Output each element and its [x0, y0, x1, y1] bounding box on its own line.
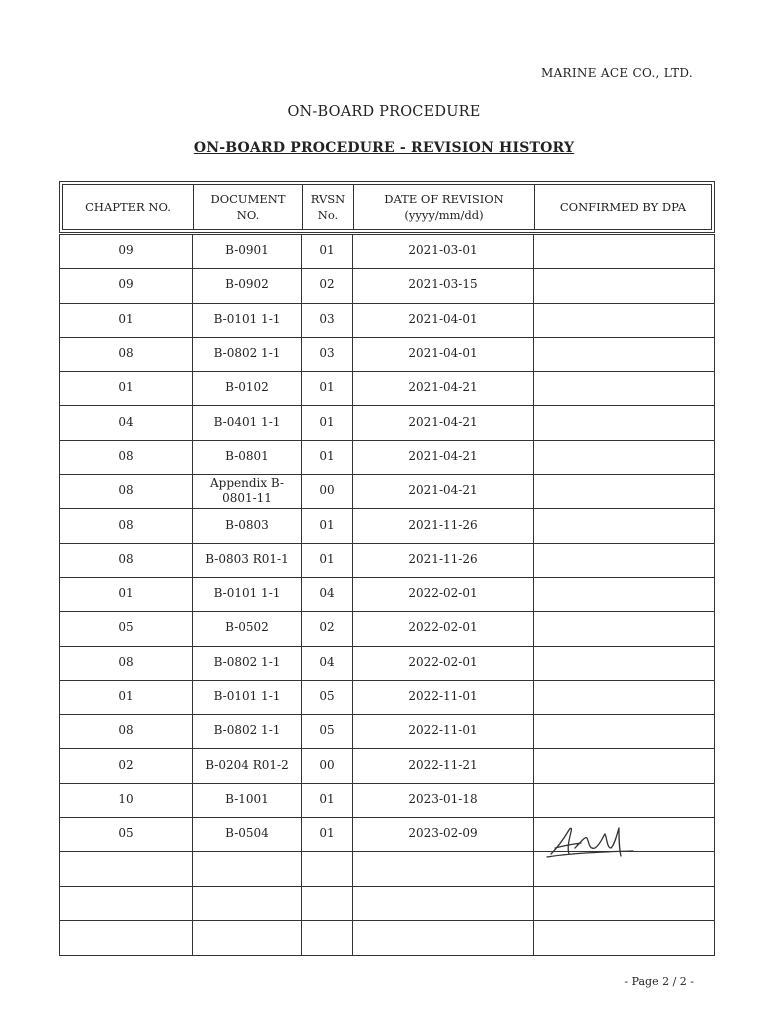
table-row: [60, 304, 714, 338]
company-name: MARINE ACE CO., LTD.: [541, 66, 693, 80]
cell-chapter-no: 08: [60, 475, 193, 508]
cell-date-of-revision: [353, 887, 534, 920]
cell-date-of-revision: 2021-04-21: [353, 406, 534, 439]
cell-confirmed-by-dpa: [534, 612, 714, 645]
cell-confirmed-by-dpa: [534, 578, 714, 611]
cell-confirmed-by-dpa: [534, 304, 714, 337]
cell-rvsn-no: 05: [302, 681, 353, 714]
table-row: [60, 509, 714, 543]
document-title: ON-BOARD PROCEDURE: [287, 104, 481, 120]
cell-chapter-no: 04: [60, 406, 193, 439]
cell-chapter-no: 01: [60, 372, 193, 405]
cell-confirmed-by-dpa: [534, 235, 714, 268]
cell-date-of-revision: 2023-01-18: [353, 784, 534, 817]
cell-date-of-revision: 2021-04-01: [353, 304, 534, 337]
revision-history-title: ON-BOARD PROCEDURE - REVISION HISTORY: [193, 140, 575, 156]
cell-date-of-revision: 2022-11-01: [353, 681, 534, 714]
cell-document-no: B-0902: [193, 269, 302, 302]
cell-date-of-revision: [353, 852, 534, 885]
cell-date-of-revision: [353, 921, 534, 955]
table-row: [60, 887, 714, 921]
cell-confirmed-by-dpa: [534, 475, 714, 508]
cell-chapter-no: 08: [60, 441, 193, 474]
cell-chapter-no: 08: [60, 338, 193, 371]
cell-chapter-no: 08: [60, 647, 193, 680]
cell-document-no: [193, 921, 302, 955]
table-row: [60, 784, 714, 818]
cell-document-no: B-1001: [193, 784, 302, 817]
table-row: [60, 235, 714, 269]
cell-confirmed-by-dpa: [534, 921, 714, 955]
cell-rvsn-no: 02: [302, 269, 353, 302]
cell-rvsn-no: 01: [302, 235, 353, 268]
cell-document-no: B-0101 1-1: [193, 578, 302, 611]
cell-document-no: [193, 852, 302, 885]
cell-rvsn-no: 00: [302, 749, 353, 782]
cell-confirmed-by-dpa: [534, 887, 714, 920]
cell-date-of-revision: 2023-02-09: [353, 818, 534, 851]
dpa-signature: [545, 818, 635, 862]
cell-date-of-revision: 2022-11-01: [353, 715, 534, 748]
table-row: [60, 681, 714, 715]
cell-chapter-no: [60, 921, 193, 955]
cell-rvsn-no: 01: [302, 441, 353, 474]
cell-rvsn-no: [302, 887, 353, 920]
cell-document-no: B-0803 R01-1: [193, 544, 302, 577]
cell-rvsn-no: [302, 921, 353, 955]
table-row: [60, 269, 714, 303]
table-row: [60, 612, 714, 646]
cell-document-no: B-0401 1-1: [193, 406, 302, 439]
table-row: [60, 406, 714, 440]
table-row: [60, 441, 714, 475]
cell-confirmed-by-dpa: [534, 269, 714, 302]
cell-document-no: B-0802 1-1: [193, 338, 302, 371]
cell-chapter-no: 09: [60, 235, 193, 268]
cell-confirmed-by-dpa: [534, 784, 714, 817]
cell-date-of-revision: 2021-04-01: [353, 338, 534, 371]
cell-confirmed-by-dpa: [534, 338, 714, 371]
table-row: [60, 578, 714, 612]
cell-rvsn-no: 04: [302, 647, 353, 680]
table-row: [60, 715, 714, 749]
table-row: [60, 921, 714, 955]
cell-rvsn-no: 03: [302, 338, 353, 371]
cell-document-no: B-0802 1-1: [193, 715, 302, 748]
cell-document-no: B-0101 1-1: [193, 681, 302, 714]
cell-confirmed-by-dpa: [534, 406, 714, 439]
cell-document-no: B-0801: [193, 441, 302, 474]
cell-date-of-revision: 2021-03-15: [353, 269, 534, 302]
table-row: [60, 544, 714, 578]
cell-document-no: B-0802 1-1: [193, 647, 302, 680]
table-row: [60, 647, 714, 681]
table-row: [60, 338, 714, 372]
cell-confirmed-by-dpa: [534, 544, 714, 577]
header-document-no: DOCUMENT NO.: [194, 185, 303, 229]
cell-chapter-no: 02: [60, 749, 193, 782]
page-number: - Page 2 / 2 -: [624, 975, 694, 988]
cell-document-no: B-0102: [193, 372, 302, 405]
table-row: [60, 749, 714, 783]
cell-rvsn-no: 01: [302, 784, 353, 817]
cell-document-no: Appendix B- 0801-11: [193, 475, 302, 508]
cell-confirmed-by-dpa: [534, 681, 714, 714]
cell-document-no: B-0901: [193, 235, 302, 268]
cell-chapter-no: 09: [60, 269, 193, 302]
cell-document-no: B-0502: [193, 612, 302, 645]
table-header-row: [62, 184, 712, 230]
cell-date-of-revision: 2022-02-01: [353, 647, 534, 680]
cell-rvsn-no: 00: [302, 475, 353, 508]
cell-chapter-no: [60, 887, 193, 920]
cell-confirmed-by-dpa: [534, 509, 714, 542]
cell-chapter-no: 10: [60, 784, 193, 817]
cell-chapter-no: 01: [60, 304, 193, 337]
cell-rvsn-no: 01: [302, 544, 353, 577]
table-row: [60, 372, 714, 406]
cell-rvsn-no: 01: [302, 372, 353, 405]
cell-rvsn-no: 05: [302, 715, 353, 748]
cell-document-no: B-0803: [193, 509, 302, 542]
cell-chapter-no: 08: [60, 544, 193, 577]
cell-chapter-no: 08: [60, 509, 193, 542]
cell-rvsn-no: 03: [302, 304, 353, 337]
cell-rvsn-no: 02: [302, 612, 353, 645]
cell-confirmed-by-dpa: [534, 749, 714, 782]
cell-confirmed-by-dpa: [534, 441, 714, 474]
cell-chapter-no: 05: [60, 818, 193, 851]
cell-document-no: B-0101 1-1: [193, 304, 302, 337]
cell-rvsn-no: 01: [302, 406, 353, 439]
cell-document-no: B-0204 R01-2: [193, 749, 302, 782]
table-header: [59, 181, 715, 233]
cell-rvsn-no: 04: [302, 578, 353, 611]
cell-chapter-no: [60, 852, 193, 885]
cell-chapter-no: 01: [60, 578, 193, 611]
cell-date-of-revision: 2021-04-21: [353, 475, 534, 508]
cell-rvsn-no: 01: [302, 509, 353, 542]
cell-rvsn-no: [302, 852, 353, 885]
cell-confirmed-by-dpa: [534, 372, 714, 405]
cell-date-of-revision: 2022-02-01: [353, 578, 534, 611]
cell-chapter-no: 01: [60, 681, 193, 714]
cell-chapter-no: 05: [60, 612, 193, 645]
cell-date-of-revision: 2021-11-26: [353, 544, 534, 577]
cell-confirmed-by-dpa: [534, 715, 714, 748]
cell-rvsn-no: 01: [302, 818, 353, 851]
cell-confirmed-by-dpa: [534, 647, 714, 680]
cell-chapter-no: 08: [60, 715, 193, 748]
cell-date-of-revision: 2022-02-01: [353, 612, 534, 645]
cell-date-of-revision: 2021-11-26: [353, 509, 534, 542]
header-rvsn-no: RVSN No.: [303, 185, 354, 229]
cell-date-of-revision: 2021-04-21: [353, 441, 534, 474]
header-confirmed-by-dpa: CONFIRMED BY DPA: [559, 200, 687, 214]
cell-date-of-revision: 2021-04-21: [353, 372, 534, 405]
cell-date-of-revision: 2021-03-01: [353, 235, 534, 268]
cell-document-no: B-0504: [193, 818, 302, 851]
header-chapter-no: CHAPTER NO.: [63, 185, 194, 229]
cell-document-no: [193, 887, 302, 920]
cell-date-of-revision: 2022-11-21: [353, 749, 534, 782]
header-date-of-revision: DATE OF REVISION (yyyy/mm/dd): [354, 185, 535, 229]
table-row: [60, 475, 714, 509]
